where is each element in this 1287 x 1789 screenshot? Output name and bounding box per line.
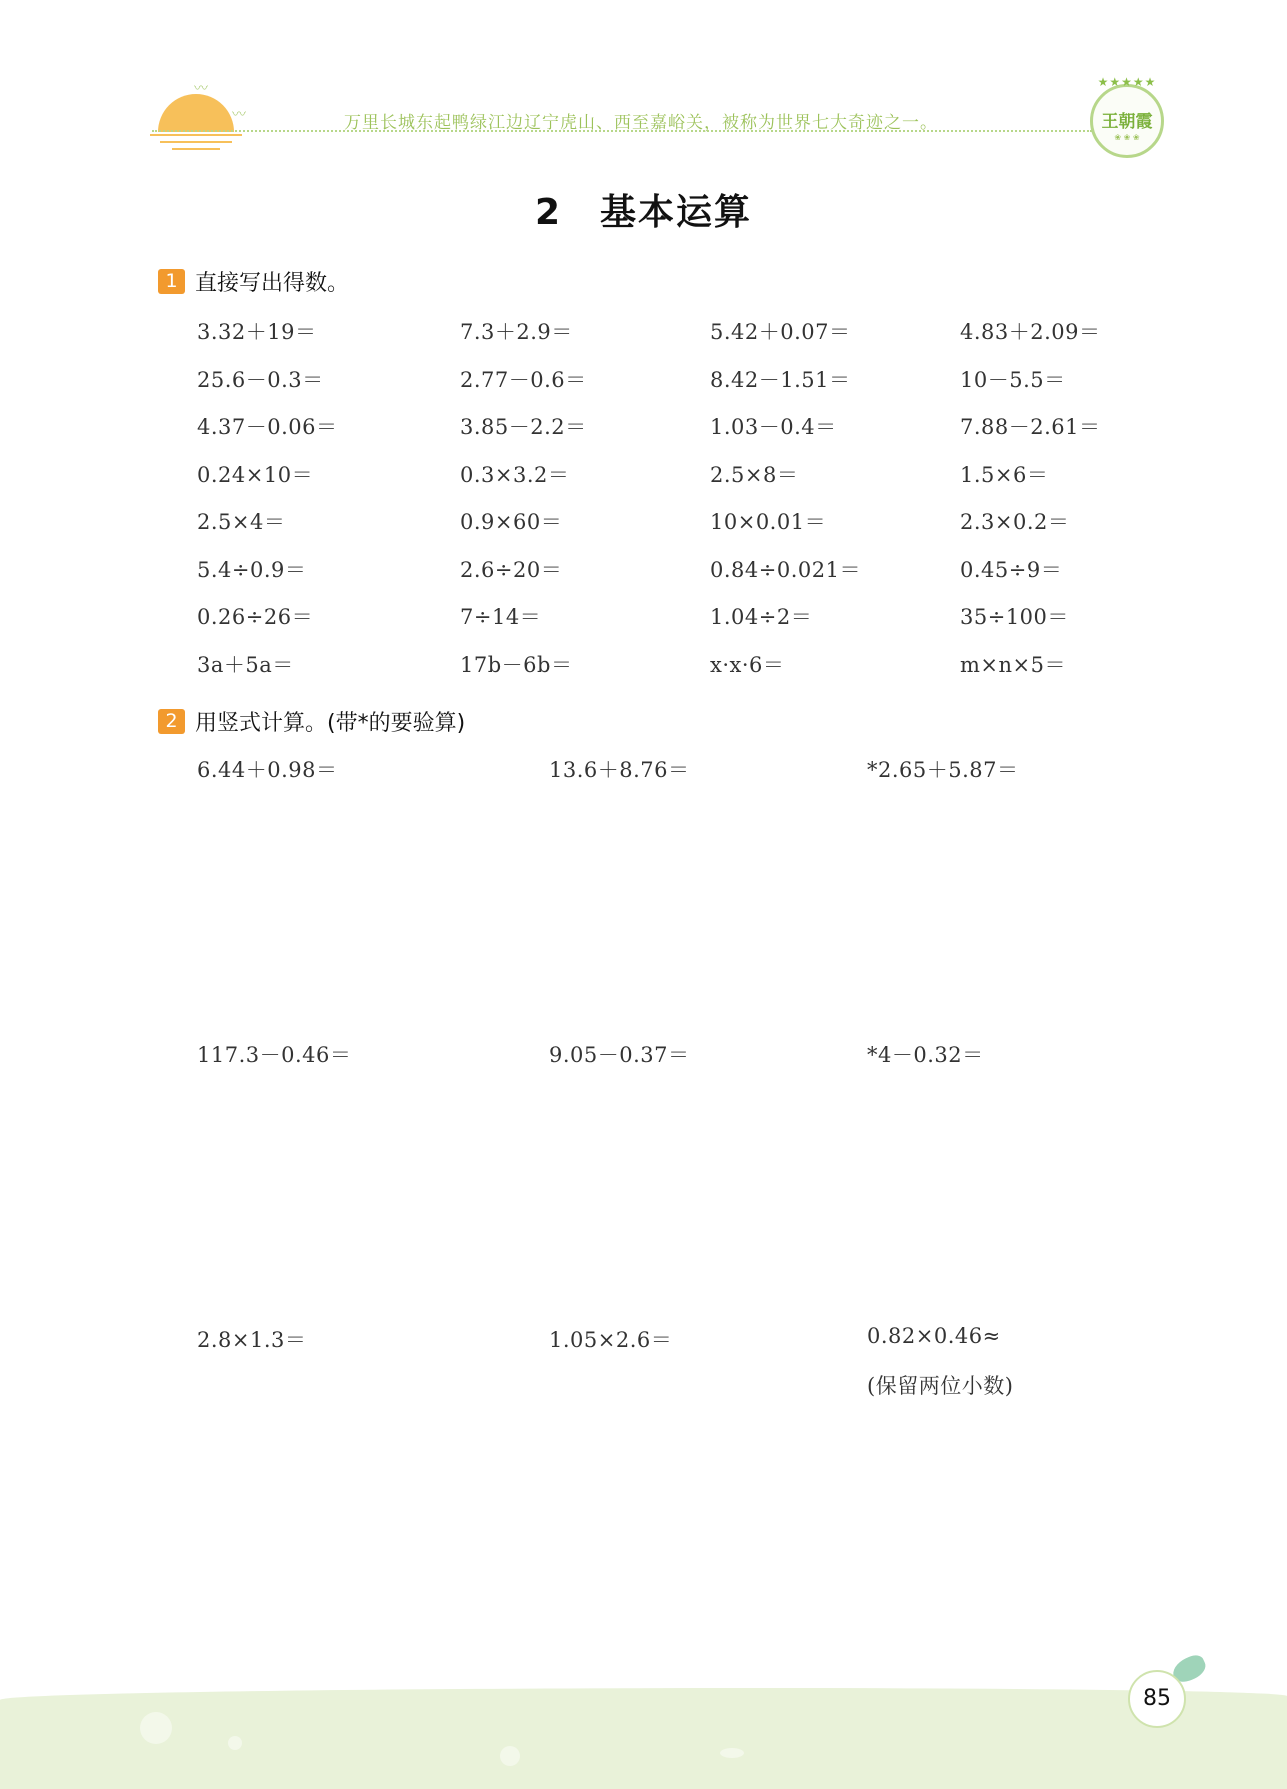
decorative-bubble <box>500 1746 520 1766</box>
page-number: 85 <box>1143 1686 1171 1711</box>
vertical-calc-problem: *4－0.32＝ <box>867 1043 984 1067</box>
oral-problem: x·x·6＝ <box>710 652 785 677</box>
oral-problem: 5.42＋0.07＝ <box>710 320 851 344</box>
oral-problem: 0.24×10＝ <box>197 462 314 487</box>
oral-problem: 1.5×6＝ <box>960 462 1049 487</box>
sun-reflection-line <box>172 148 220 150</box>
sun-illustration <box>158 94 234 132</box>
header-banner-text: 万里长城东起鸭绿江边辽宁虎山、西至嘉峪关，被称为世界七大奇迹之一。 <box>344 113 938 133</box>
bird-icon: 〰 <box>194 81 208 97</box>
logo-ribbon: ❀ ❀ ❀ <box>1114 133 1140 142</box>
oral-problem: 0.3×3.2＝ <box>460 462 570 487</box>
vertical-calc-problem: 117.3－0.46＝ <box>197 1043 352 1067</box>
oral-problem: 4.83＋2.09＝ <box>960 320 1101 344</box>
oral-problem: 2.6÷20＝ <box>460 557 563 582</box>
vertical-calc-problem: 1.05×2.6＝ <box>549 1328 673 1352</box>
section-2-header <box>158 706 465 737</box>
oral-problem: 3.32＋19＝ <box>197 320 317 344</box>
oral-problem: 7.3＋2.9＝ <box>460 320 573 344</box>
vertical-calc-problem: 2.8×1.3＝ <box>197 1328 307 1352</box>
oral-problem: m×n×5＝ <box>960 652 1066 677</box>
sun-reflection-line <box>160 141 232 143</box>
oral-problem: 25.6－0.3＝ <box>197 367 324 392</box>
oral-problem: 2.5×4＝ <box>197 510 286 534</box>
decorative-bubble <box>140 1712 172 1744</box>
oral-problem: 2.5×8＝ <box>710 462 799 487</box>
section-1-label: 直接写出得数。 <box>195 271 350 296</box>
footer-band <box>0 1688 1287 1789</box>
oral-problem: 0.9×60＝ <box>460 510 563 534</box>
decorative-bubble <box>228 1736 242 1750</box>
section-number-badge: 2 <box>158 709 185 734</box>
oral-problem: 5.4÷0.9＝ <box>197 557 307 582</box>
oral-problem: 0.45÷9＝ <box>960 557 1063 582</box>
oral-problem: 7.88－2.61＝ <box>960 415 1101 439</box>
decorative-bubble <box>720 1748 744 1758</box>
oral-problem: 8.42－1.51＝ <box>710 367 851 392</box>
oral-problem: 10－5.5＝ <box>960 367 1066 392</box>
oral-problem: 35÷100＝ <box>960 605 1069 629</box>
rounding-note: (保留两位小数) <box>867 1374 1014 1398</box>
section-1-header <box>158 266 349 297</box>
vertical-calc-problem: 6.44＋0.98＝ <box>197 758 338 782</box>
oral-problem: 10×0.01＝ <box>710 510 827 534</box>
logo-text: 王朝霞 <box>1101 112 1153 132</box>
oral-problem: 3a＋5a＝ <box>197 652 294 677</box>
oral-problem: 1.04÷2＝ <box>710 605 813 629</box>
oral-problem: 7÷14＝ <box>460 605 542 629</box>
section-2-label: 用竖式计算。(带*的要验算) <box>195 711 466 736</box>
section-number-badge: 1 <box>158 269 185 294</box>
oral-problem: 17b－6b＝ <box>460 652 573 677</box>
sun-reflection-line <box>150 134 242 136</box>
oral-problem: 3.85－2.2＝ <box>460 415 587 439</box>
publisher-logo <box>1090 75 1164 158</box>
vertical-calc-problem: 13.6＋8.76＝ <box>549 758 690 782</box>
vertical-calc-problem: 0.82×0.46≈ <box>867 1324 1001 1348</box>
oral-problem: 0.26÷26＝ <box>197 605 314 629</box>
vertical-calc-problem: 9.05－0.37＝ <box>549 1043 690 1067</box>
oral-problem: 0.84÷0.021＝ <box>710 557 861 582</box>
star-icon: ★★★★★ <box>1097 75 1157 89</box>
bird-icon: 〰 <box>232 107 246 123</box>
page-number-badge <box>1128 1670 1186 1728</box>
oral-problem: 2.77－0.6＝ <box>460 367 587 392</box>
page-title: 2 基本运算 <box>534 192 753 233</box>
oral-problem: 2.3×0.2＝ <box>960 510 1070 534</box>
vertical-calc-problem: *2.65＋5.87＝ <box>867 758 1019 782</box>
oral-problem: 4.37－0.06＝ <box>197 415 338 439</box>
oral-problem: 1.03－0.4＝ <box>710 415 837 439</box>
